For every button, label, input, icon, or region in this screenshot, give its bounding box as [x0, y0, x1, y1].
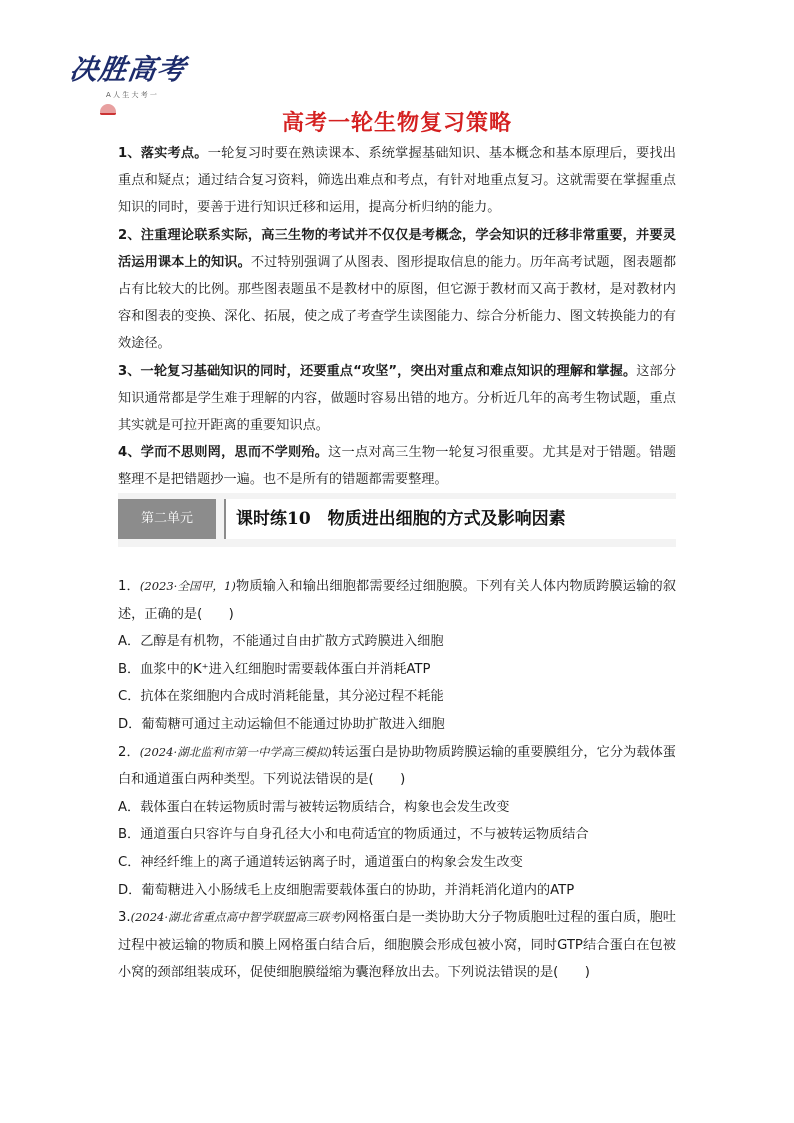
question-section	[118, 573, 676, 987]
option-c: C．抗体在浆细胞内合成时消耗能量，其分泌过程不耗能	[118, 689, 444, 705]
question-number: 3.	[118, 910, 131, 926]
question-text: 网格蛋白是一类协助大分子物质胞吐过程的蛋白质，胞吐过程中被运输的物质和膜上网格蛋白结合后，细胞膜会形成包被小窝，同时GTP结合蛋白在包被小窝的颈部组装成环，促使细胞膜缢缩为囊泡释放出去。下列说法错误的是( )	[118, 910, 676, 981]
strategy-paragraph	[118, 439, 676, 493]
strategy-paragraph	[118, 358, 676, 440]
option-a: A．载体蛋白在转运物质时需与被转运物质结合，构象也会发生改变	[118, 799, 510, 815]
strategy-section	[118, 140, 676, 494]
strategy-lead: 4、学而不思则罔，思而不学则殆。	[118, 445, 329, 461]
strategy-lead: 2、注重理论联系实际，高三生物的考试并不仅仅是考概念，学会知识的迁移非常重要，并要灵活运用课本上的知识。	[118, 227, 676, 270]
strategy-body: 这一点对高三生物一轮复习很重要。尤其是对于错题。错题整理不是把错题抄一遍。也不是所有的错题都需要整理。	[118, 445, 676, 488]
question-source: (2024·湖北监利市第一中学高三模拟)	[139, 744, 332, 759]
strategy-paragraph	[118, 222, 676, 358]
strategy-paragraph	[118, 140, 676, 222]
question-source: (2024·湖北省重点高中智学联盟高三联考)	[130, 910, 346, 925]
question-stem	[118, 904, 676, 987]
unit-label: 第二单元	[118, 499, 216, 539]
option-b: B．通道蛋白只容许与自身孔径大小和电荷适宜的物质通过，不与被转运物质结合	[118, 827, 589, 843]
option-a: A．乙醇是有机物，不能通过自由扩散方式跨膜进入细胞	[118, 634, 444, 650]
question-text: 转运蛋白是协助物质跨膜运输的重要膜组分，它分为载体蛋白和通道蛋白两种类型。下列说法错误的是( )	[118, 744, 676, 788]
strategy-lead: 1、落实考点。	[118, 146, 208, 161]
strategy-body: 一轮复习时要在熟读课本、系统掌握基础知识、基本概念和基本原理后，要找出重点和疑点；通过结合复习资料，筛选出难点和考点，有针对地重点复习。这就需要在掌握重点知识的同时，要善于进行知识迁移和运用，提高分析归纳的能力。	[118, 146, 676, 216]
option-c: C．神经纤维上的离子通道转运钠离子时，通道蛋白的构象会发生改变	[118, 854, 523, 870]
logo-subtitle: A ⼈ ⽣ ⼤ 考 ⼀	[106, 91, 157, 99]
question-text: 物质输入和输出细胞都需要经过细胞膜。下列有关人体内物质跨膜运输的叙述，正确的是( )	[118, 579, 677, 622]
option-b: B．血浆中的K⁺进入红细胞时需要载体蛋白并消耗ATP	[118, 661, 431, 677]
question-source: (2023·全国甲，1)	[139, 579, 236, 593]
question-stem	[118, 573, 676, 628]
strategy-body: 这部分知识通常都是学生难于理解的内容，做题时容易出错的地方。分析近几年的高考生物试题，重点其实就是可拉开距离的重要知识点。	[118, 363, 677, 434]
logo-text: 决胜高考	[67, 53, 189, 86]
option-d: D．葡萄糖可通过主动运输但不能通过协助扩散进入细胞	[118, 716, 445, 732]
page-title: 高考一轮生物复习策略	[281, 111, 512, 136]
lesson-title: 课时练10 物质进出细胞的方式及影响因素	[224, 499, 676, 539]
question-number: 2．	[118, 744, 140, 760]
unit-banner	[118, 493, 676, 547]
strategy-lead: 3、一轮复习基础知识的同时，还要重点“攻坚”，突出对重点和难点知识的理解和掌握。	[118, 363, 637, 379]
question-number: 1．	[118, 579, 140, 594]
option-d: D．葡萄糖进入小肠绒毛上皮细胞需要载体蛋白的协助，并消耗消化道内的ATP	[118, 882, 575, 898]
strategy-body: 不过特别强调了从图表、图形提取信息的能力。历年高考试题，图表题都占有比较大的比例。那些图表题虽不是教材中的原图，但它源于教材而又高于教材，是对教材内容和图表的变换、深化、拓展，使之成了考查学生读图能力、综合分析能力、图文转换能力的有效途径。	[118, 254, 677, 352]
question-stem	[118, 739, 676, 794]
